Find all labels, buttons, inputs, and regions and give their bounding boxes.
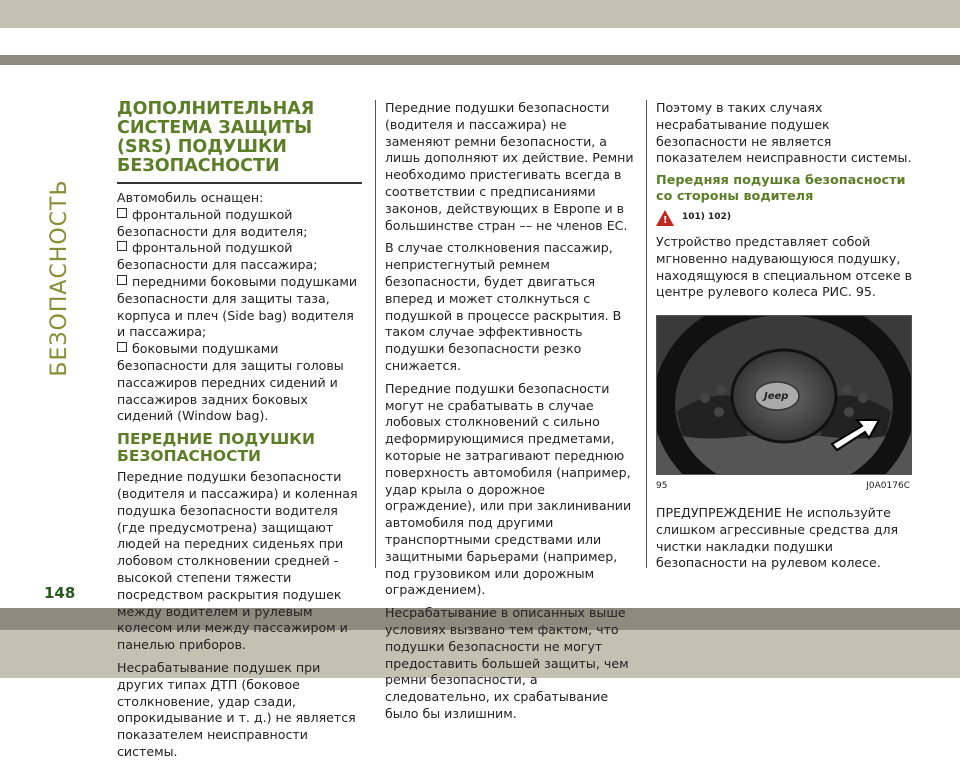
column-1 <box>117 100 362 767</box>
paragraph: В случае столкновения пассажир, непристегнутый ремнем безопасности, будет двигаться вперед и может столкнуться с подушкой в процессе раскрытия. В таком случае эффективность подушки безопасности резко снижается. <box>385 240 622 373</box>
checkbox-bullet-icon <box>117 208 127 218</box>
warning-paragraph <box>656 505 916 572</box>
subsection-heading: Передняя подушка безопасности со стороны водителя <box>656 173 906 205</box>
subsection-heading: ПЕРЕДНИЕ ПОДУШКИ БЕЗОПАСНОСТИ <box>117 430 315 466</box>
figure-steering-wheel <box>656 315 912 475</box>
figure-caption <box>656 478 910 495</box>
warning-refs: 101) 102) <box>682 212 731 223</box>
paragraph: Передние подушки безопасности (водителя и пассажира) не заменяют ремни безопасности, а лишь дополняют их действие. Ремни необходимо пристегивать всегда в соответствии с предписаниями законов, действующих в Европе и в большинстве стран –– не членов ЕС. <box>385 100 634 233</box>
checkbox-bullet-icon <box>117 342 127 352</box>
column-2 <box>385 100 635 729</box>
jeep-badge: Jeep <box>764 391 789 403</box>
section-heading: ДОПОЛНИТЕЛЬНАЯ СИСТЕМА ЗАЩИТЫ (SRS) ПОДУШКИ БЕЗОПАСНОСТИ <box>117 99 315 176</box>
paragraph: Передние подушки безопасности (водителя и пассажира) и коленная подушка безопасности водителя (где предусмотрена) защищают людей на передних сиденьях при лобовом столкновении средней - высокой степени тяжести посредством раскрытия подушек между водителем и рулевым колесом или между пассажиром и панелью приборов. <box>117 469 358 653</box>
checkbox-bullet-icon <box>117 275 127 285</box>
warning-triangle-icon <box>656 210 674 226</box>
page-number: 148 <box>44 584 76 602</box>
list-item: передними боковыми подушками безопасности для защиты таза, корпуса и плеч (Side bag) водителя и пассажира; <box>117 273 358 340</box>
warning-reference <box>656 209 916 226</box>
paragraph: Передние подушки безопасности могут не срабатывать в случае лобовых столкновений с сильно деформирующимися предметами, которые не затрагивают переднюю поверхность автомобиля (например, удар крыла о дорожное ограждение), или при заклинивании автомобиля под другими транспортными средствами или защитными барьерами (например, под грузовиком или дорожным ограждением). <box>385 380 632 598</box>
warning-text: Не используйте слишком агрессивные средства для чистки накладки подушки безопасности на рулевом колесе. <box>656 504 899 571</box>
paragraph: Несрабатывание подушек при других типах ДТП (боковое столкновение, удар сзади, опрокидывание и т. д.) не является показателем неисправности системы. <box>117 659 356 759</box>
top-band <box>0 0 960 28</box>
list-item: фронтальной подушкой безопасности для пассажира; <box>117 240 318 273</box>
top-rule <box>0 55 960 65</box>
intro-text: Автомобиль оснащен: <box>117 190 264 205</box>
paragraph: Устройство представляет собой мгновенно надувающуюся подушку, находящуюся в специальном отсеке в центре рулевого колеса РИС. 95. <box>656 233 913 300</box>
side-section-title: БЕЗОПАСНОСТЬ <box>47 179 72 377</box>
list-item: фронтальной подушкой безопасности для водителя; <box>117 206 308 239</box>
paragraph: Несрабатывание в описанных выше условиях вызвано тем фактом, что подушки безопасности не могут предоставить большей защиты, чем ремни безопасности, а следовательно, их срабатывание было бы излишним. <box>385 605 629 721</box>
column-divider <box>375 100 376 568</box>
figure-code: J0A0176C <box>866 481 910 492</box>
warning-label: ПРЕДУПРЕЖДЕНИЕ <box>656 504 782 520</box>
column-3 <box>656 100 916 578</box>
column-divider <box>646 100 647 568</box>
figure-number: 95 <box>656 481 668 492</box>
heading-divider <box>117 182 362 184</box>
list-item: боковыми подушками безопасности для защиты головы пассажиров передних сидений и пассажиров задних боковых сидений (Window bag). <box>117 341 344 424</box>
paragraph: Поэтому в таких случаях несрабатывание подушек безопасности не является показателем неисправности системы. <box>656 100 912 166</box>
checkbox-bullet-icon <box>117 241 127 251</box>
